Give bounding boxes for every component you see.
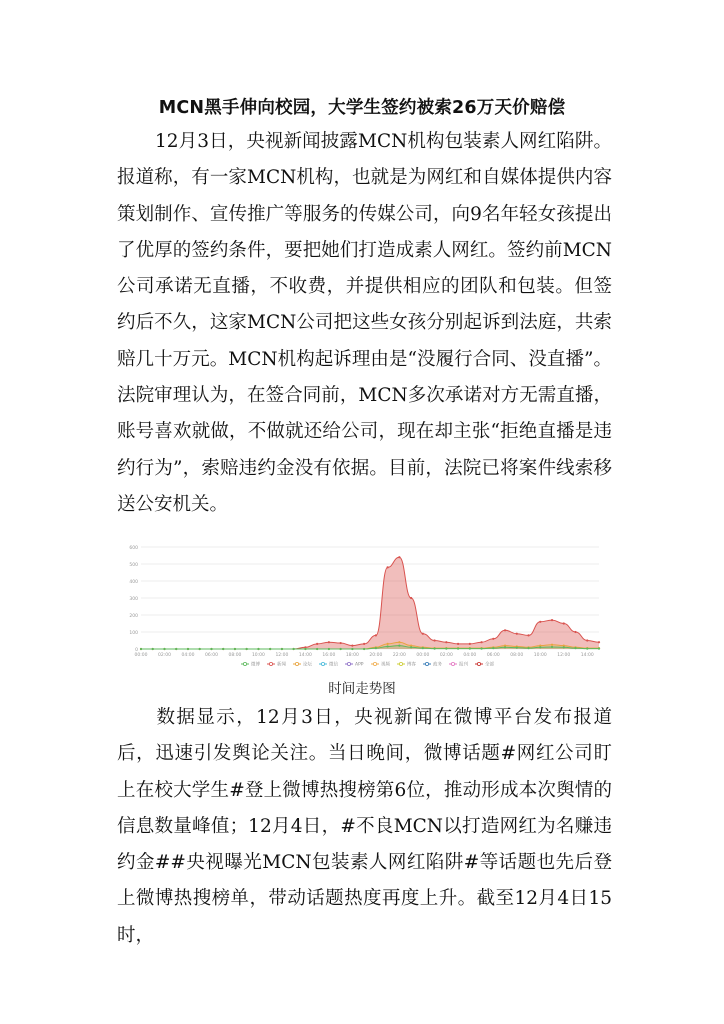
data-point	[551, 644, 553, 646]
y-tick-label: 200	[129, 614, 138, 619]
data-point	[433, 639, 435, 641]
data-point	[328, 648, 330, 650]
data-point	[163, 648, 165, 650]
y-tick-label: 400	[129, 580, 138, 585]
data-point	[304, 648, 306, 650]
data-point	[351, 645, 353, 647]
data-point	[445, 641, 447, 643]
trend-chart	[117, 541, 608, 673]
data-point	[281, 648, 283, 650]
data-point	[563, 622, 565, 624]
legend-swatch-marker	[347, 662, 350, 665]
x-tick-label: 22:00	[392, 653, 406, 658]
data-point	[422, 633, 424, 635]
data-point	[551, 619, 553, 621]
data-point	[316, 643, 318, 645]
data-point	[445, 648, 447, 650]
data-point	[363, 643, 365, 645]
data-point	[222, 648, 224, 650]
data-point	[469, 648, 471, 650]
data-point	[387, 643, 389, 645]
data-point	[574, 647, 576, 649]
data-point	[340, 642, 342, 644]
data-point	[410, 597, 412, 599]
data-point	[433, 648, 435, 650]
data-point	[375, 634, 377, 636]
y-tick-label: 500	[129, 563, 138, 568]
data-point	[598, 641, 600, 643]
data-point	[527, 634, 529, 636]
y-tick-label: 100	[129, 631, 138, 636]
data-point	[492, 647, 494, 649]
legend-label: 微博	[251, 662, 260, 668]
x-tick-label: 12:00	[275, 653, 289, 658]
data-point	[539, 621, 541, 623]
data-point	[398, 645, 400, 647]
legend-label: APP	[355, 662, 364, 668]
y-tick-label: 0	[135, 648, 138, 653]
x-tick-label: 16:00	[322, 653, 336, 658]
data-point	[504, 646, 506, 648]
data-point	[363, 648, 365, 650]
data-point	[140, 648, 142, 650]
x-tick-label: 08:00	[510, 653, 524, 658]
legend-swatch-marker	[321, 662, 324, 665]
data-point	[480, 648, 482, 650]
data-point	[293, 648, 295, 650]
data-point	[457, 643, 459, 645]
data-point	[598, 648, 600, 650]
data-point	[387, 566, 389, 568]
article-title: MCN黑手伸向校园，大学生签约被索26万天价赔偿	[158, 98, 566, 118]
data-point	[551, 646, 553, 648]
data-point	[246, 648, 248, 650]
data-point	[152, 648, 154, 650]
x-tick-label: 06:00	[204, 653, 218, 658]
x-tick-label: 02:00	[439, 653, 453, 658]
x-tick-label: 18:00	[345, 653, 359, 658]
data-point	[269, 648, 271, 650]
data-point	[457, 648, 459, 650]
data-point	[351, 648, 353, 650]
data-point	[586, 648, 588, 650]
x-tick-label: 06:00	[486, 653, 500, 658]
trend-chart-svg	[117, 541, 608, 673]
figure-caption: 时间走势图	[328, 681, 396, 697]
data-point	[504, 629, 506, 631]
data-point	[199, 648, 201, 650]
x-tick-label: 10:00	[251, 653, 265, 658]
legend-swatch-marker	[243, 662, 246, 665]
data-point	[492, 638, 494, 640]
legend-label: 报刊	[459, 662, 468, 668]
legend-label: 视频	[381, 662, 390, 668]
x-tick-label: 00:00	[134, 653, 148, 658]
data-point	[563, 646, 565, 648]
paragraph-2	[117, 700, 612, 954]
x-tick-label: 12:00	[557, 653, 571, 658]
x-tick-label: 02:00	[158, 653, 171, 658]
legend-label: 政务	[433, 662, 442, 668]
data-point	[539, 646, 541, 648]
data-point	[340, 648, 342, 650]
data-point	[469, 643, 471, 645]
x-tick-label: 20:00	[369, 653, 383, 658]
data-point	[234, 648, 236, 650]
paragraph-2-text: 数据显示，12月3日，央视新闻在微博平台发布报道后，迅速引发舆论关注。当日晚间，微博话题#网红公司盯上在校大学生#登上微博热搜榜第6位，推动形成本次舆情的信息数量峰值；12月4日，#不良MCN以打造网红为名赚违约金##央视曝光MCN包装素人网红陷阱#等话题也先后登上微博热搜榜单，带动话题热度再度上升。截至12月4日15时，	[117, 707, 612, 946]
data-point	[328, 641, 330, 643]
x-tick-label: 08:00	[228, 653, 242, 658]
legend-swatch-marker	[477, 662, 480, 665]
data-point	[480, 641, 482, 643]
x-tick-label: 14:00	[580, 653, 594, 658]
x-tick-label: 00:00	[416, 653, 430, 658]
data-point	[316, 648, 318, 650]
legend-label: 博客	[407, 662, 416, 668]
data-point	[187, 648, 189, 650]
legend-swatch-marker	[295, 662, 298, 665]
legend-swatch-marker	[399, 662, 402, 665]
data-point	[516, 647, 518, 649]
x-tick-label: 04:00	[463, 653, 477, 658]
legend-swatch-marker	[373, 662, 376, 665]
paragraph-1	[117, 124, 612, 523]
data-point	[257, 648, 259, 650]
series-line	[141, 557, 599, 649]
data-point	[387, 645, 389, 647]
data-point	[375, 647, 377, 649]
legend-label: 论坛	[303, 662, 312, 668]
x-tick-label: 04:00	[181, 653, 195, 658]
legend-swatch-marker	[451, 662, 454, 665]
data-point	[210, 648, 212, 650]
legend-label: 微信	[329, 662, 338, 668]
y-tick-label: 600	[129, 546, 138, 551]
data-point	[574, 631, 576, 633]
legend-label: 全部	[485, 662, 494, 668]
data-point	[175, 648, 177, 650]
legend-label: 新闻	[277, 662, 286, 668]
legend-swatch-marker	[425, 662, 428, 665]
data-point	[527, 647, 529, 649]
paragraph-1-text: 12月3日，央视新闻披露MCN机构包装素人网红陷阱。报道称，有一家MCN机构，也就是为网红和自媒体提供内容策划制作、宣传推广等服务的传媒公司，向9名年轻女孩提出了优厚的签约条件，要把她们打造成素人网红。签约前MCN公司承诺无直播，不收费，并提供相应的团队和包装。但签约后不久，这家MCN公司把这些女孩分别起诉到法庭，共索赔几十万元。MCN机构起诉理由是“没履行合同、没直播”。法院审理认为，在签合同前，MCN多次承诺对方无需直播，账号喜欢就做，不做就还给公司，现在却主张“拒绝直播是违约行为”，索赔违约金没有依据。目前，法院已将案件线索移送公安机关。	[117, 131, 612, 515]
x-tick-label: 14:00	[298, 653, 312, 658]
data-point	[516, 633, 518, 635]
data-point	[398, 556, 400, 558]
legend-swatch-marker	[269, 662, 272, 665]
x-tick-label: 10:00	[533, 653, 547, 658]
data-point	[410, 646, 412, 648]
y-tick-label: 300	[129, 597, 138, 602]
data-point	[586, 639, 588, 641]
data-point	[422, 647, 424, 649]
data-point	[398, 641, 400, 643]
